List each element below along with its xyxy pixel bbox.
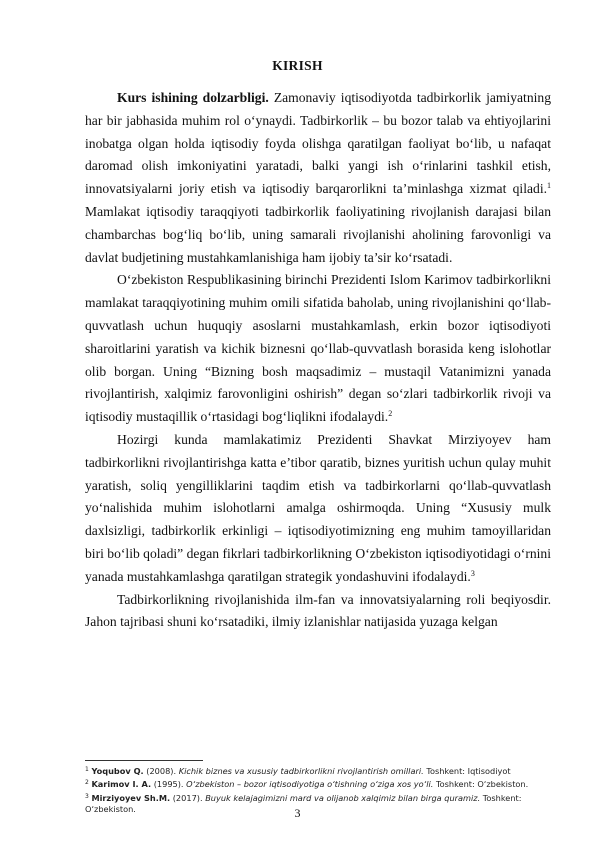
footnote-author: Mirziyoyev Sh.M.	[91, 792, 171, 803]
paragraph-4	[85, 589, 551, 635]
footnote-year: (2008).	[143, 766, 179, 776]
footnote-ref-1[interactable]: 1	[547, 181, 551, 191]
paragraph-lead: Kurs ishining dolzarbligi.	[117, 90, 269, 105]
paragraph-3	[85, 429, 551, 589]
footnote-year: (2017).	[170, 792, 206, 803]
footnote-year: (1995).	[151, 779, 187, 790]
footnote-author: Yoqubov Q.	[91, 766, 144, 776]
footnote-publisher: Toshkent: O‘zbekiston.	[433, 779, 529, 790]
paragraph-text: Tadbirkorlikning rivojlanishida ilm-fan va innovatsiyalarning roli beqiyosdir. Jahon tajribasi shuni ko‘rsatadiki, ilmiy izlanishlar natijasida yuzaga kelgan	[85, 591, 551, 630]
footnote-ref-3[interactable]: 3	[470, 568, 475, 578]
footnote-number: 2	[85, 779, 89, 787]
page-title: KIRISH	[272, 58, 323, 73]
paragraph-2	[85, 269, 551, 429]
footnote-divider	[85, 760, 203, 761]
footnote-2	[85, 777, 551, 790]
paragraph-text: Hozirgi kunda mamlakatimiz Prezidenti Shavkat Mirziyoyev ham tadbirkorlikni rivojlantirishga katta e’tibor qaratib, biznes yuritish uchun qulay muhit yaratish, soliq yengilliklarini taqdim etish va tadbirkorlarni qo‘llab-quvvatlash yo‘nalishida muhim islohotlarni amalga oshirmoqda. Uning “Xususiy mulk daxlsizligi, tadbirkorlik erkinligi – iqtisodiyotimizning eng muhim tamoyillaridan biri bo‘lib qoladi” degan fikrlari tadbirkorlikning O‘zbekiston iqtisodiyotidagi o‘rnini yanada mustahkamlashga qaratilgan strategik yondashuvini ifodalaydi.	[85, 431, 551, 584]
footnote-book-title: O‘zbekiston – bozor iqtisodiyotiga o‘tishning o‘ziga xos yo‘li.	[186, 779, 434, 790]
footnote-book-title: Buyuk kelajagimizni mard va olijanob xalqimiz bilan birga quramiz.	[205, 792, 481, 803]
body-text	[85, 87, 551, 634]
footnote-1	[85, 764, 551, 777]
footnote-ref-2[interactable]: 2	[388, 409, 393, 419]
paragraph-text: Mamlakat iqtisodiy taraqqiyoti tadbirkorlik faoliyatining rivojlanish darajasi bilan chambarchas bog‘liq bo‘lib, uning samarali rivojlanishi aholining farovonligi va davlat budjetining mustahkamlanishiga ham ijobiy ta’sir ko‘rsatadi.	[85, 203, 551, 265]
footnote-book-title: Kichik biznes va xususiy tadbirkorlikni rivojlantirish omillari.	[178, 766, 424, 776]
page-number: 3	[294, 806, 301, 820]
paragraph-1	[85, 87, 551, 269]
footnote-number: 1	[85, 766, 89, 773]
footnote-publisher: Toshkent: Iqtisodiyot	[423, 766, 511, 776]
footnote-publisher: Toshkent: O‘zbekiston.	[85, 792, 522, 815]
paragraph-text: O‘zbekiston Respublikasining birinchi Prezidenti Islom Karimov tadbirkorlikni mamlakat taraqqiyotining muhim omili sifatida baholab, uning rivojlanishini qo‘llab-quvvatlash uchun huquqiy asoslarni mustahkamlash, erkin bozor iqtisodiyoti sharoitlarini yaratish va kichik biznesni qo‘llab-quvvatlash borasida keng islohotlar olib borgan. Uning “Bizning bosh maqsadimiz – mustaqil Vatanimizni yanada rivojlantirish, xalqimiz farovonligini oshirish” degan so‘zlari tadbirkorlik rivoji va iqtisodiy mustaqillik o‘rtasidagi bog‘liqlikni ifodalaydi.	[85, 272, 551, 425]
footnote-author: Karimov I. A.	[91, 779, 152, 790]
footnote-number: 3	[85, 792, 89, 800]
paragraph-text: Zamonaviy iqtisodiyotda tadbirkorlik jamiyatning har bir jabhasida muhim rol o‘ynaydi. Tadbirkorlik – bu bozor talab va ehtiyojlarini inobatga olgan holda iqtisodiy foyda olishga qaratilgan faoliyat bo‘lib, u nafaqat daromad olish imkoniyatini yaratadi, balki yangi ish o‘rinlarini tashkil etish, innovatsiyalarni joriy etish va iqtisodiy barqarorlikni ta’minlashga xizmat qiladi.	[85, 90, 552, 197]
